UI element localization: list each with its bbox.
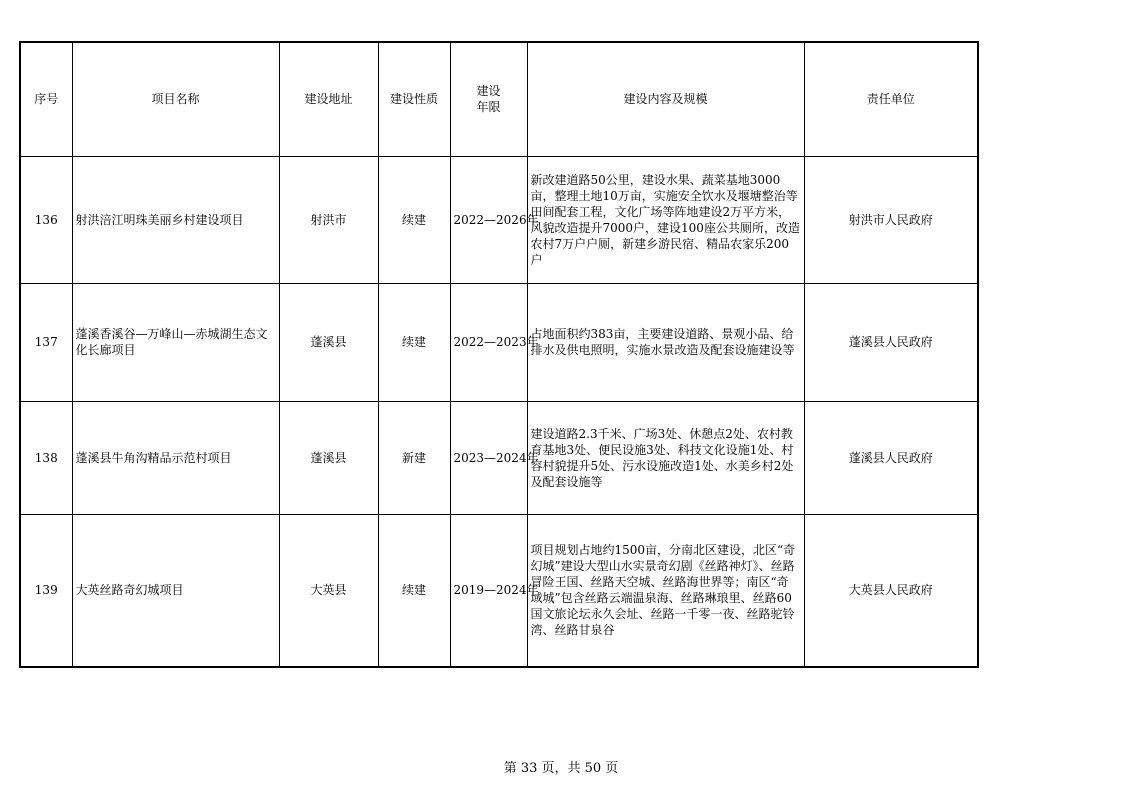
- table-row: [20, 514, 978, 667]
- cell-content: 项目规划占地约1500亩，分南北区建设，北区“奇幻城”建设大型山水实景奇幻剧《丝路神灯》、丝路冒险王国、丝路天空城、丝路海世界等；南区“奇域城”包含丝路云端温泉海、丝路琳琅里、丝路60国文旅论坛永久会址、丝路一千零一夜、丝路驼铃湾、丝路甘泉谷: [527, 514, 804, 667]
- project-table: [19, 41, 979, 668]
- cell-nature: 续建: [378, 156, 450, 283]
- header-unit: 责任单位: [804, 42, 978, 156]
- header-no: 序号: [20, 42, 72, 156]
- cell-content: 新改建道路50公里，建设水果、蔬菜基地3000亩，整理土地10万亩，实施安全饮水及堰塘整治等田间配套工程，文化广场等阵地建设2万平方米，风貌改造提升7000户，建设100座公共厕所，改造农村7万户户厕，新建乡游民宿、精品农家乐200户: [527, 156, 804, 283]
- cell-nature: 续建: [378, 514, 450, 667]
- cell-nature: 续建: [378, 283, 450, 401]
- cell-address: 大英县: [279, 514, 378, 667]
- cell-years: 2022—2023年: [450, 283, 527, 401]
- cell-nature: 新建: [378, 401, 450, 514]
- cell-address: 蓬溪县: [279, 401, 378, 514]
- header-nature: 建设性质: [378, 42, 450, 156]
- cell-unit: 大英县人民政府: [804, 514, 978, 667]
- cell-content: 占地面积约383亩，主要建设道路、景观小品、给排水及供电照明，实施水景改造及配套设施建设等: [527, 283, 804, 401]
- cell-name: 蓬溪香溪谷—万峰山—赤城湖生态文化长廊项目: [72, 283, 279, 401]
- cell-no: 138: [20, 401, 72, 514]
- page-number: 第 33 页，共 50 页: [503, 761, 619, 776]
- header-years-line2: 年限: [476, 100, 501, 115]
- cell-no: 137: [20, 283, 72, 401]
- header-address: 建设地址: [279, 42, 378, 156]
- cell-name: 蓬溪县牛角沟精品示范村项目: [72, 401, 279, 514]
- cell-years: 2019—2024年: [450, 514, 527, 667]
- header-years: [450, 42, 527, 156]
- cell-unit: 蓬溪县人民政府: [804, 283, 978, 401]
- table-row: [20, 156, 978, 283]
- cell-no: 139: [20, 514, 72, 667]
- cell-name: 大英丝路奇幻城项目: [72, 514, 279, 667]
- cell-years: 2023—2024年: [450, 401, 527, 514]
- cell-unit: 蓬溪县人民政府: [804, 401, 978, 514]
- header-content: 建设内容及规模: [527, 42, 804, 156]
- cell-address: 射洪市: [279, 156, 378, 283]
- table-row: [20, 401, 978, 514]
- cell-name: 射洪涪江明珠美丽乡村建设项目: [72, 156, 279, 283]
- header-years-line1: 建设: [476, 84, 501, 99]
- header-row: [20, 42, 978, 156]
- header-name: 项目名称: [72, 42, 279, 156]
- cell-years: 2022—2026年: [450, 156, 527, 283]
- cell-address: 蓬溪县: [279, 283, 378, 401]
- cell-no: 136: [20, 156, 72, 283]
- table-row: [20, 283, 978, 401]
- cell-unit: 射洪市人民政府: [804, 156, 978, 283]
- cell-content: 建设道路2.3千米、广场3处、休憩点2处、农村教育基地3处、便民设施3处、科技文化设施1处、村容村貌提升5处、污水设施改造1处、水美乡村2处及配套设施等: [527, 401, 804, 514]
